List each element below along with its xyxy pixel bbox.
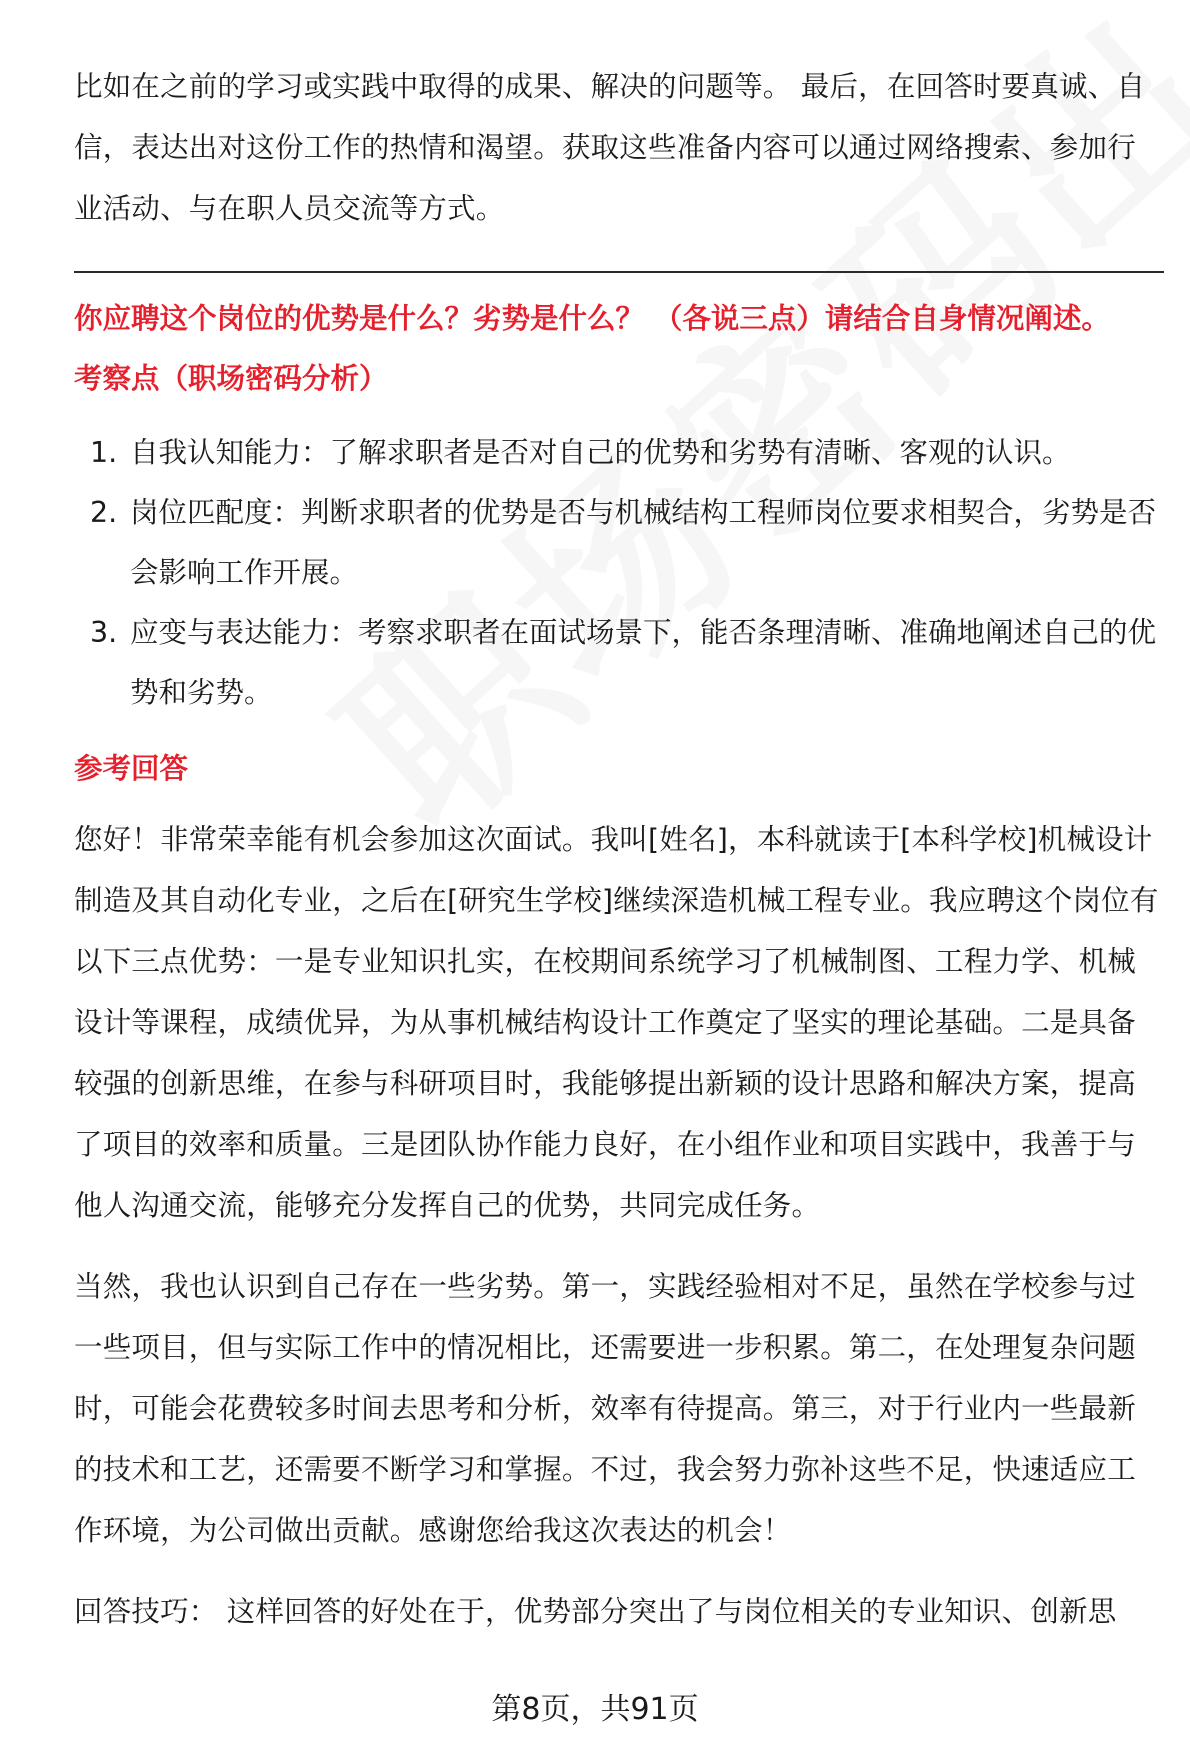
list-item-number: 1. <box>90 436 118 469</box>
list-item-number: 2. <box>90 496 118 529</box>
tips-paragraph: 回答技巧： 这样回答的好处在于，优势部分突出了与岗位相关的专业知识、创新思 <box>74 1595 1117 1628</box>
reference-answer-heading: 参考回答 <box>74 752 189 785</box>
intro-paragraph: 比如在之前的学习或实践中取得的成果、解决的问题等。 最后，在回答时要真诚、自信，表达出对这份工作的热情和渴望。获取这些准备内容可以通过网络搜索、参加行业活动、与在职人员交流等方式。 <box>74 70 1146 225</box>
exam-points-heading: 考察点（职场密码分析） <box>74 362 388 395</box>
answer-paragraph-strengths: 您好！非常荣幸能有机会参加这次面试。我叫[姓名]，本科就读于[本科学校]机械设计制造及其自动化专业，之后在[研究生学校]继续深造机械工程专业。我应聘这个岗位有以下三点优势：一是专业知识扎实，在校期间系统学习了机械制图、工程力学、机械设计等课程，成绩优异，为从事机械结构设计工作奠定了坚实的理论基础。二是具备较强的创新思维，在参与科研项目时，我能够提出新颖的设计思路和解决方案，提高了项目的效率和质量。三是团队协作能力良好，在小组作业和项目实践中，我善于与他人沟通交流，能够充分发挥自己的优势，共同完成任务。 <box>74 823 1159 1222</box>
exam-points-list <box>74 423 1164 723</box>
page-content <box>74 56 1164 1642</box>
list-item <box>74 423 1164 483</box>
list-item <box>74 483 1164 603</box>
page-number-footer: 第8页，共91页 <box>491 1692 699 1727</box>
answer-paragraph-weaknesses: 当然，我也认识到自己存在一些劣势。第一，实践经验相对不足，虽然在学校参与过一些项目，但与实际工作中的情况相比，还需要进一步积累。第二，在处理复杂问题时，可能会花费较多时间去思考和分析，效率有待提高。第三，对于行业内一些最新的技术和工艺，还需要不断学习和掌握。不过，我会努力弥补这些不足，快速适应工作环境，为公司做出贡献。感谢您给我这次表达的机会！ <box>74 1270 1136 1547</box>
list-item-text: 自我认知能力：了解求职者是否对自己的优势和劣势有清晰、客观的认识。 <box>130 436 1071 469</box>
list-item-text: 岗位匹配度：判断求职者的优势是否与机械结构工程师岗位要求相契合，劣势是否会影响工作开展。 <box>130 496 1157 589</box>
section-divider <box>74 271 1164 273</box>
question-heading: 你应聘这个岗位的优势是什么？劣势是什么？ （各说三点）请结合自身情况阐述。 <box>74 302 1110 335</box>
list-item <box>74 603 1164 723</box>
list-item-number: 3. <box>90 616 118 649</box>
list-item-text: 应变与表达能力：考察求职者在面试场景下，能否条理清晰、准确地阐述自己的优势和劣势。 <box>130 616 1157 709</box>
